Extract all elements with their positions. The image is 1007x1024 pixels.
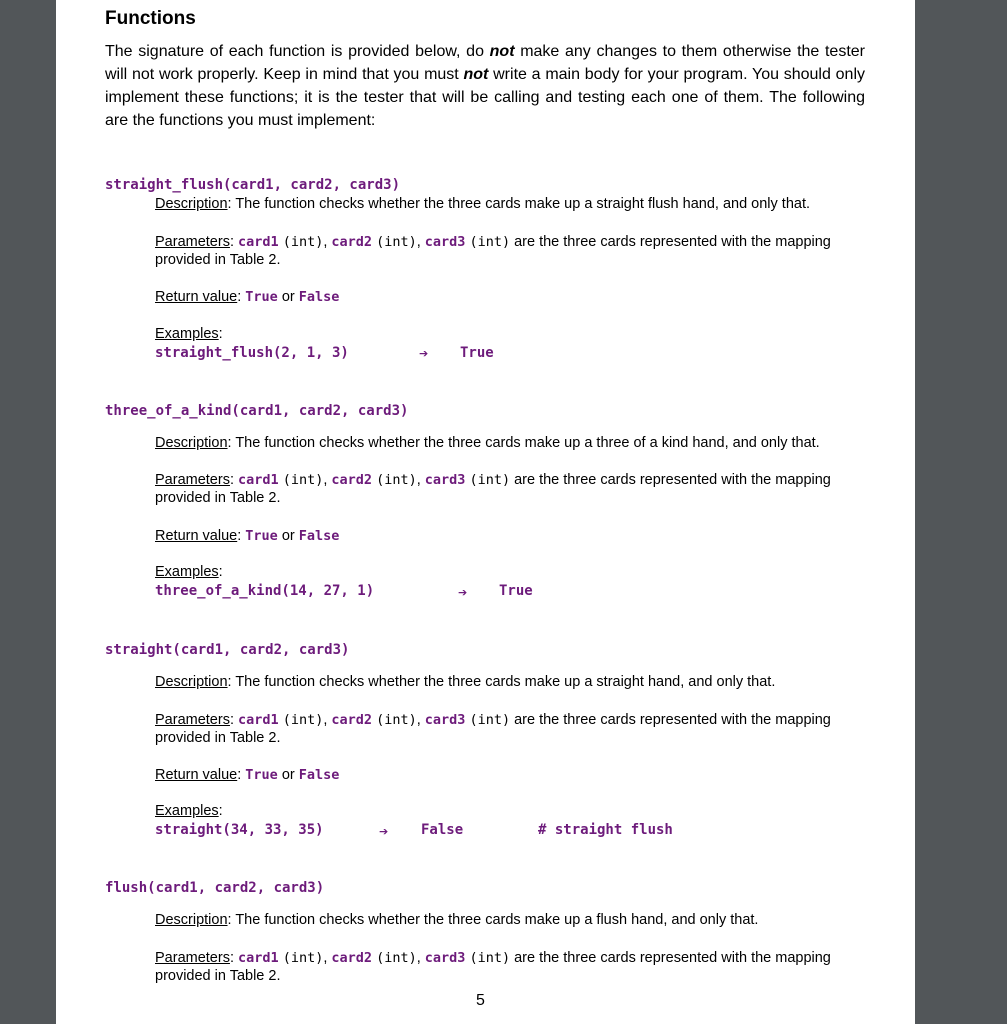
return-false: False <box>298 289 340 305</box>
parameters-label: Parameters <box>155 234 230 250</box>
param-type: (int) <box>376 472 417 488</box>
param-card3: card3 <box>424 712 466 728</box>
parameters-text: are the three cards represented with the mapping provided in Table 2. <box>155 950 831 984</box>
description-label: Description <box>155 674 228 690</box>
examples-label: Examples <box>155 564 219 580</box>
colon: : <box>229 712 234 728</box>
description-three-of-a-kind <box>155 434 875 452</box>
examples-label-straight <box>155 802 875 820</box>
description-label: Description <box>155 912 228 928</box>
parameters-label: Parameters <box>155 950 230 966</box>
param-type: (int) <box>469 234 511 250</box>
colon: : <box>237 289 242 305</box>
param-card1: card1 <box>238 234 279 250</box>
section-heading: Functions <box>105 8 196 29</box>
param-type: (int) <box>376 234 417 250</box>
colon: : <box>218 803 223 819</box>
return-true: True <box>245 289 278 305</box>
return-or: or <box>277 528 299 544</box>
return-true: True <box>245 767 278 783</box>
colon: : <box>229 472 234 488</box>
description-text: : The function checks whether the three cards make up a three of a kind hand, and only that. <box>227 435 820 451</box>
return-value-straight-flush <box>155 288 875 306</box>
colon: : <box>229 234 234 250</box>
return-true: True <box>245 528 278 544</box>
param-card3: card3 <box>424 950 466 966</box>
param-type: (int) <box>376 950 417 966</box>
return-value-three-of-a-kind <box>155 527 875 545</box>
return-or: or <box>277 767 299 783</box>
examples-label-straight-flush <box>155 325 875 343</box>
parameters-text: are the three cards represented with the mapping provided in Table 2. <box>155 234 831 268</box>
intro-emphasis-2: not <box>463 66 489 83</box>
document-page <box>56 0 915 1024</box>
examples-label: Examples <box>155 326 219 342</box>
parameters-three-of-a-kind: Parameters: card1 (int), card2 (int), card3 (int) are the three cards represented with the mapping provided in Table 2. <box>155 472 831 506</box>
param-type: (int) <box>469 950 511 966</box>
examples-label-three-of-a-kind <box>155 563 875 581</box>
intro-paragraph <box>105 40 865 132</box>
return-false: False <box>298 767 340 783</box>
description-straight <box>155 673 875 691</box>
description-text: : The function checks whether the three cards make up a straight flush hand, and only that. <box>227 196 811 212</box>
param-card2: card2 <box>331 712 373 728</box>
example-call-three-of-a-kind: three_of_a_kind(14, 27, 1) <box>155 583 375 599</box>
parameters-text: are the three cards represented with the mapping provided in Table 2. <box>155 472 831 506</box>
page-number: 5 <box>476 992 485 1009</box>
param-type: (int) <box>282 950 324 966</box>
return-value-label: Return value <box>155 767 238 783</box>
parameters-text: are the three cards represented with the mapping provided in Table 2. <box>155 712 831 746</box>
param-card1: card1 <box>238 712 279 728</box>
param-card2: card2 <box>331 472 373 488</box>
example-result-three-of-a-kind: True <box>499 583 533 599</box>
arrow-icon: ➔ <box>379 825 389 838</box>
description-label: Description <box>155 196 228 212</box>
description-straight-flush <box>155 195 875 213</box>
parameters-label: Parameters <box>155 472 230 488</box>
intro-text-3: write a main body for your program. You should only implement these functions; it is the tester that will be calling and testing each one of them. The following are the functions you must implement: <box>105 66 865 129</box>
function-signature-three-of-a-kind: three_of_a_kind(card1, card2, card3) <box>105 403 409 419</box>
parameters-label: Parameters <box>155 712 230 728</box>
function-signature-straight-flush: straight_flush(card1, card2, card3) <box>105 177 401 193</box>
param-card2: card2 <box>331 234 373 250</box>
intro-emphasis-1: not <box>489 43 515 60</box>
return-or: or <box>277 289 299 305</box>
intro-text-2: make any changes to them otherwise the tester will not work properly. Keep in mind that you must <box>105 43 866 83</box>
example-comment-straight: # straight flush <box>538 822 673 838</box>
param-card2: card2 <box>331 950 373 966</box>
description-text: : The function checks whether the three cards make up a flush hand, and only that. <box>227 912 759 928</box>
param-card3: card3 <box>424 472 466 488</box>
colon: : <box>237 767 242 783</box>
param-type: (int) <box>469 712 511 728</box>
function-signature-straight: straight(card1, card2, card3) <box>105 642 350 658</box>
colon: : <box>218 564 223 580</box>
param-card1: card1 <box>238 950 279 966</box>
examples-label: Examples <box>155 803 219 819</box>
colon: : <box>218 326 223 342</box>
description-flush <box>155 911 875 929</box>
description-text: : The function checks whether the three cards make up a straight hand, and only that. <box>227 674 776 690</box>
param-type: (int) <box>282 472 324 488</box>
example-call-straight-flush: straight_flush(2, 1, 3) <box>155 345 349 361</box>
example-result-straight-flush: True <box>460 345 494 361</box>
return-value-label: Return value <box>155 528 238 544</box>
example-result-straight: False <box>421 822 464 838</box>
intro-text-1: The signature of each function is provided below, do <box>105 43 490 60</box>
return-false: False <box>298 528 340 544</box>
param-card1: card1 <box>238 472 279 488</box>
param-type: (int) <box>282 712 324 728</box>
function-signature-flush: flush(card1, card2, card3) <box>105 880 325 896</box>
param-card3: card3 <box>424 234 466 250</box>
arrow-icon: ➔ <box>458 586 468 599</box>
description-label: Description <box>155 435 228 451</box>
colon: : <box>229 950 234 966</box>
arrow-icon: ➔ <box>419 347 429 360</box>
parameters-straight: Parameters: card1 (int), card2 (int), card3 (int) are the three cards represented with the mapping provided in Table 2. <box>155 712 831 746</box>
param-type: (int) <box>282 234 324 250</box>
param-type: (int) <box>376 712 417 728</box>
return-value-straight <box>155 766 875 784</box>
parameters-straight-flush: Parameters: card1 (int), card2 (int), card3 (int) are the three cards represented with the mapping provided in Table 2. <box>155 234 831 268</box>
colon: : <box>237 528 242 544</box>
example-call-straight: straight(34, 33, 35) <box>155 822 324 838</box>
return-value-label: Return value <box>155 289 238 305</box>
parameters-flush: Parameters: card1 (int), card2 (int), card3 (int) are the three cards represented with the mapping provided in Table 2. <box>155 950 831 984</box>
param-type: (int) <box>469 472 511 488</box>
